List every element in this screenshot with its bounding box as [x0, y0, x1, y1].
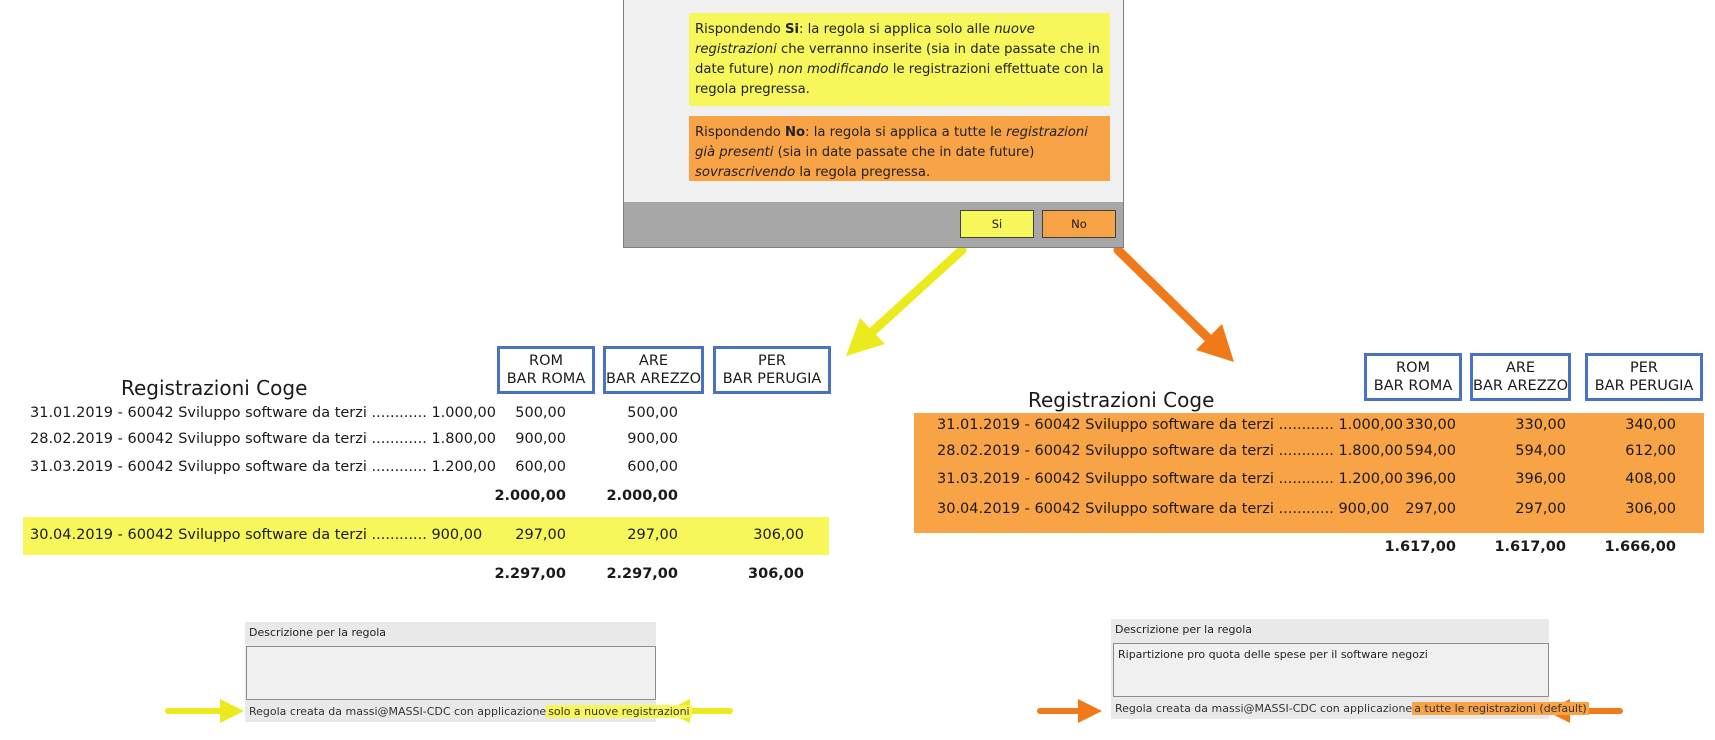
note-yes-text: le registrazioni effettuate con la regola pregressa. — [695, 62, 1104, 97]
header-code: ROM — [1396, 360, 1430, 376]
confirm-dialog — [623, 0, 1124, 248]
note-no-italic: sovrascrivendo — [695, 165, 796, 180]
right-row-value: 594,00 — [1515, 443, 1566, 459]
right-header-rom — [1364, 353, 1462, 401]
header-code: PER — [758, 353, 786, 369]
rule-footer — [249, 702, 692, 720]
header-name: BAR AREZZO — [606, 371, 701, 387]
rule-description-field[interactable] — [246, 646, 656, 700]
yellow-big-arrow — [846, 250, 962, 356]
left-new-row-value: 306,00 — [753, 527, 804, 543]
header-name: BAR AREZZO — [1473, 378, 1568, 394]
note-yes-italic: non modificando — [778, 62, 889, 77]
header-code: PER — [1630, 360, 1658, 376]
left-new-row-value: 297,00 — [515, 527, 566, 543]
note-no-italic: registrazioni già presenti — [695, 125, 1088, 160]
note-yes-text: che verranno inserite (sia in date passate che in date future) — [695, 42, 1100, 77]
rule-description-label: Descrizione per la regola — [1115, 623, 1253, 636]
right-total-value: 1.666,00 — [1604, 539, 1676, 555]
left-rule-panel — [245, 622, 690, 722]
dialog-footer — [624, 202, 1123, 247]
header-code: ARE — [638, 353, 669, 369]
left-row-value: 900,00 — [515, 431, 566, 447]
right-row-value: 297,00 — [1515, 501, 1566, 517]
right-row-value: 408,00 — [1625, 471, 1676, 487]
note-no-text: (sia in date passate che in date future) — [773, 145, 1035, 160]
right-row-value: 340,00 — [1625, 417, 1676, 433]
note-yes-italic: nuove registrazioni — [695, 22, 1035, 57]
header-code: ARE — [1505, 360, 1536, 376]
note-no — [689, 116, 1110, 181]
rule-footer-mode: a tutte le registrazioni (default) — [1414, 701, 1587, 715]
yellow-small-arrow-right — [168, 699, 244, 723]
left-table-title: Registrazioni Coge — [121, 376, 308, 400]
note-no-text: Rispondendo — [695, 125, 785, 140]
left-total-value: 2.297,00 — [494, 566, 566, 582]
right-row-label: 30.04.2019 - 60042 Sviluppo software da terzi ............ 900,00 — [937, 501, 1390, 517]
right-row-label: 31.01.2019 - 60042 Sviluppo software da terzi ............ 1.000,00 — [937, 417, 1404, 433]
header-name: BAR ROMA — [1373, 378, 1453, 394]
rule-description-field[interactable]: Ripartizione pro quota delle spese per il software negozi — [1113, 643, 1549, 697]
left-total-value: 2.297,00 — [606, 566, 678, 582]
left-row-value: 500,00 — [515, 405, 566, 421]
right-row-label: 28.02.2019 - 60042 Sviluppo software da terzi ............ 1.800,00 — [937, 443, 1404, 459]
rule-footer — [1115, 699, 1589, 717]
right-row-value: 594,00 — [1405, 443, 1456, 459]
header-name: BAR ROMA — [506, 371, 586, 387]
si-button[interactable]: Si — [960, 210, 1034, 238]
left-row-label: 28.02.2019 - 60042 Sviluppo software da terzi ............ 1.800,00 — [30, 431, 497, 447]
rule-footer-prefix: Regola creata da massi@MASSI-CDC con applicazione — [1115, 701, 1413, 715]
right-row-value: 330,00 — [1515, 417, 1566, 433]
right-row-value: 396,00 — [1515, 471, 1566, 487]
left-header-are — [603, 346, 704, 394]
left-total-value: 306,00 — [748, 566, 804, 582]
no-button[interactable]: No — [1042, 210, 1116, 238]
right-row-value: 297,00 — [1405, 501, 1456, 517]
note-no-keyword: No — [784, 125, 806, 140]
right-row-label: 31.03.2019 - 60042 Sviluppo software da terzi ............ 1.200,00 — [937, 471, 1404, 487]
left-row-label: 31.03.2019 - 60042 Sviluppo software da terzi ............ 1.200,00 — [30, 459, 497, 475]
left-new-row-value: 297,00 — [627, 527, 678, 543]
right-row-value: 306,00 — [1625, 501, 1676, 517]
right-row-value: 330,00 — [1405, 417, 1456, 433]
note-yes-keyword: Si — [784, 22, 799, 37]
note-yes — [689, 13, 1110, 106]
left-row-value: 600,00 — [515, 459, 566, 475]
right-row-value: 396,00 — [1405, 471, 1456, 487]
right-total-value: 1.617,00 — [1384, 539, 1456, 555]
left-row-label: 31.01.2019 - 60042 Sviluppo software da terzi ............ 1.000,00 — [30, 405, 497, 421]
header-code: ROM — [529, 353, 563, 369]
right-rule-panel — [1111, 619, 1587, 719]
rule-footer-mode: solo a nuove registrazioni — [548, 704, 690, 718]
header-name: BAR PERUGIA — [1594, 378, 1694, 394]
left-subtotal-value: 2.000,00 — [606, 488, 678, 504]
right-header-are — [1470, 353, 1571, 401]
left-row-value: 900,00 — [627, 431, 678, 447]
orange-small-arrow-right — [1040, 699, 1102, 723]
note-yes-text: : la regola si applica solo alle — [799, 22, 995, 37]
left-header-per — [713, 346, 831, 394]
left-row-value: 500,00 — [627, 405, 678, 421]
note-no-text: la regola pregressa. — [795, 165, 931, 180]
note-no-text: : la regola si applica a tutte le — [805, 125, 1007, 140]
rule-description-label: Descrizione per la regola — [249, 626, 387, 639]
header-name: BAR PERUGIA — [722, 371, 822, 387]
right-table-title: Registrazioni Coge — [1028, 388, 1215, 412]
right-row-value: 612,00 — [1625, 443, 1676, 459]
left-new-row-label: 30.04.2019 - 60042 Sviluppo software da terzi ............ 900,00 — [30, 527, 483, 543]
left-row-value: 600,00 — [627, 459, 678, 475]
orange-big-arrow — [1118, 250, 1234, 362]
left-subtotal-value: 2.000,00 — [494, 488, 566, 504]
note-yes-text: Rispondendo — [695, 22, 785, 37]
left-header-rom — [497, 346, 595, 394]
right-total-value: 1.617,00 — [1494, 539, 1566, 555]
right-header-per — [1585, 353, 1703, 401]
rule-footer-prefix: Regola creata da massi@MASSI-CDC con applicazione — [249, 704, 547, 718]
